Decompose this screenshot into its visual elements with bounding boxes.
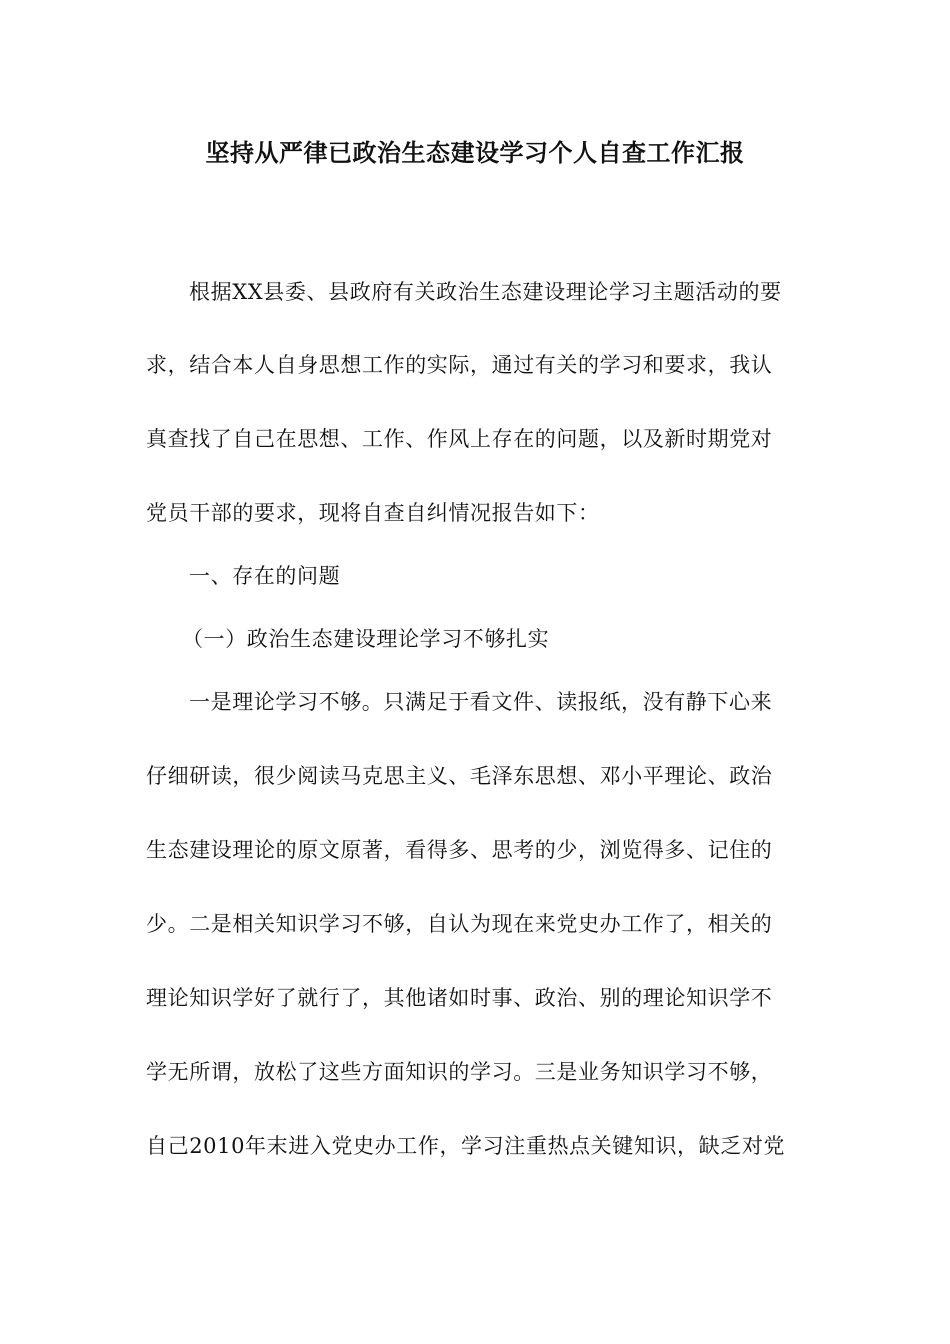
paragraph-line: 理论知识学好了就行了，其他诸如时事、政治、别的理论知识学不 [146, 986, 773, 1010]
paragraph-line: 真查找了自己在思想、工作、作风上存在的问题，以及新时期党对 [146, 427, 773, 451]
paragraph-line: 少。二是相关知识学习不够，自认为现在来党史办工作了，相关的 [146, 912, 773, 936]
paragraph-line: 生态建设理论的原文原著，看得多、思考的少，浏览得多、记住的 [146, 838, 773, 862]
paragraph-line: 学无所谓，放松了这些方面知识的学习。三是业务知识学习不够， [146, 1060, 773, 1084]
subsection-heading: （一）政治生态建设理论学习不够扎实 [182, 627, 550, 651]
paragraph-line: 仔细研读，很少阅读马克思主义、毛泽东思想、邓小平理论、政治 [146, 764, 773, 788]
paragraph-line: 党员干部的要求，现将自查自纠情况报告如下： [146, 501, 600, 525]
paragraph-line: 自己2010年末进入党史办工作，学习注重热点关键知识，缺乏对党 [146, 1134, 786, 1158]
paragraph-line: 一是理论学习不够。只满足于看文件、读报纸，没有静下心来 [189, 690, 773, 714]
paragraph-line: 求，结合本人自身思想工作的实际，通过有关的学习和要求，我认 [146, 353, 773, 377]
document-title: 坚持从严律已政治生态建设学习个人自查工作汇报 [205, 139, 745, 167]
section-heading: 一、存在的问题 [189, 564, 341, 588]
paragraph-line: 根据XX县委、县政府有关政治生态建设理论学习主题活动的要 [189, 280, 782, 304]
